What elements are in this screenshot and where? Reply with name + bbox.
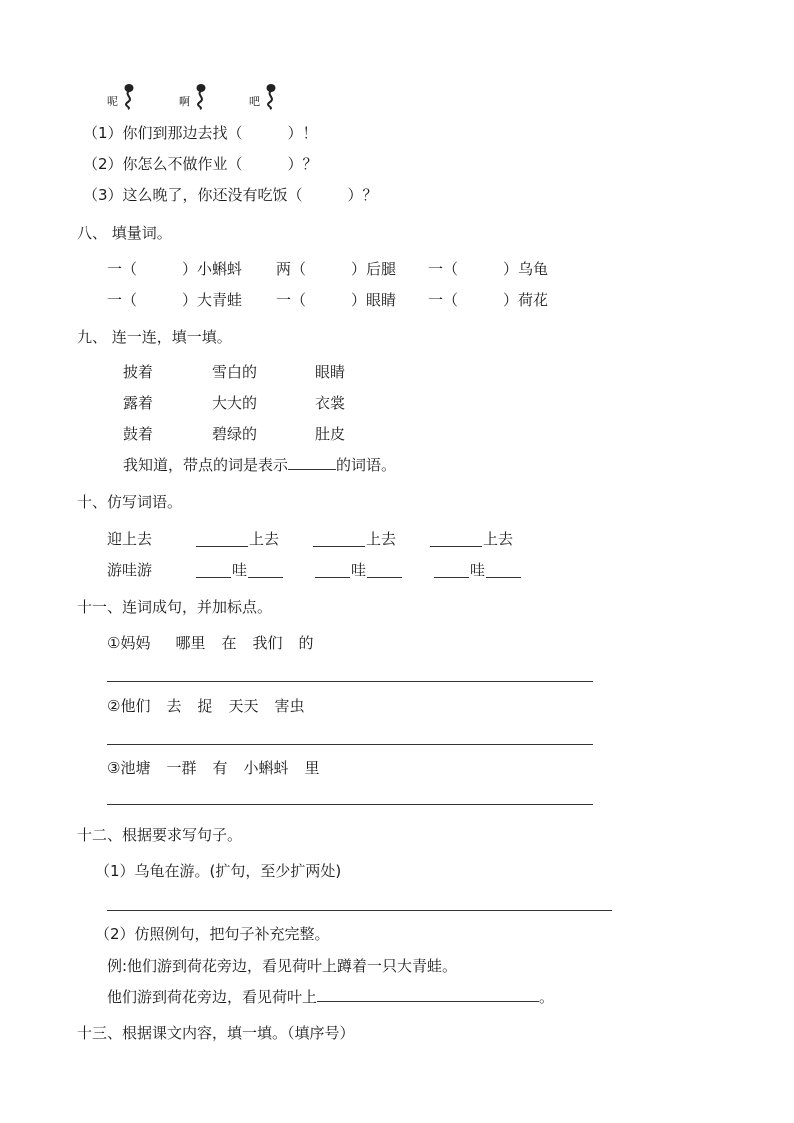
answer-blank[interactable] — [434, 577, 469, 578]
answer-line[interactable] — [107, 910, 612, 911]
q10-suffix: 上去 — [483, 530, 514, 548]
answer-blank[interactable] — [486, 577, 521, 578]
match-right: 衣裳 — [315, 394, 346, 412]
q13-title: 十三、根据课文内容，填一填。（填序号） — [77, 1024, 355, 1042]
q12-sub1: （1）乌龟在游。(扩句，至少扩两处) — [95, 862, 342, 880]
answer-blank[interactable] — [196, 546, 248, 547]
q8-title: 八、 填量词。 — [77, 224, 172, 242]
answer-line[interactable] — [107, 681, 593, 682]
tadpole-icon — [121, 82, 137, 110]
particle-ne: 呢 — [107, 95, 118, 108]
q7-item-1: （1）你们到那边去找（ ）！ — [83, 124, 318, 142]
q12-title: 十二、根据要求写句子。 — [77, 826, 243, 844]
match-left: 露着 — [123, 394, 154, 412]
q12-fill: 他们游到荷花旁边，看见荷叶上 。 — [107, 988, 555, 1006]
q8-blank: 一（ ）乌龟 — [428, 260, 549, 278]
match-middle: 雪白的 — [212, 363, 258, 381]
answer-blank[interactable] — [288, 455, 336, 470]
q8-blank: 一（ ）荷花 — [428, 291, 549, 309]
answer-blank[interactable] — [313, 546, 365, 547]
q12-example: 例:他们游到荷花旁边，看见荷叶上蹲着一只大青蛙。 — [107, 957, 458, 975]
answer-blank[interactable] — [367, 577, 402, 578]
match-middle: 碧绿的 — [212, 425, 258, 443]
q10-middle: 哇 — [470, 561, 486, 579]
particle-a: 啊 — [179, 95, 190, 108]
answer-blank[interactable] — [315, 577, 350, 578]
tadpole-icon — [263, 82, 279, 110]
q7-item-3: （3）这么晚了，你还没有吃饭（ ）？ — [83, 186, 378, 204]
q8-blank: 一（ ）大青蛙 — [107, 291, 243, 309]
match-right: 肚皮 — [315, 425, 346, 443]
q9-title: 九、 连一连，填一填。 — [77, 328, 232, 346]
q9-sentence: 我知道，带点的词是表示 的词语。 — [123, 456, 397, 474]
q10-example-1: 迎上去 — [107, 530, 153, 548]
q8-blank: 两（ ）后腿 — [276, 260, 397, 278]
q11-item-1: ①妈妈 哪里 在 我们 的 — [107, 634, 314, 652]
q11-item-2: ②他们 去 捉 天天 害虫 — [107, 697, 305, 715]
q11-title: 十一、连词成句，并加标点。 — [77, 598, 273, 616]
tadpole-icon — [193, 82, 209, 110]
answer-line[interactable] — [107, 804, 593, 805]
q8-blank: 一（ ）小蝌蚪 — [107, 260, 243, 278]
q10-suffix: 上去 — [249, 530, 280, 548]
particle-ba: 吧 — [249, 95, 260, 108]
q10-suffix: 上去 — [366, 530, 397, 548]
q10-middle: 哇 — [232, 561, 248, 579]
answer-blank[interactable] — [248, 577, 283, 578]
answer-blank[interactable] — [196, 577, 231, 578]
match-left: 披着 — [123, 363, 154, 381]
q10-example-2: 游哇游 — [107, 561, 153, 579]
q10-title: 十、仿写词语。 — [77, 493, 183, 511]
answer-blank[interactable] — [430, 546, 482, 547]
answer-line[interactable] — [107, 744, 593, 745]
answer-blank[interactable] — [317, 987, 539, 1002]
q10-middle: 哇 — [351, 561, 367, 579]
q7-item-2: （2）你怎么不做作业（ ）？ — [83, 155, 318, 173]
q12-sub2: （2）仿照例句，把句子补充完整。 — [95, 925, 330, 943]
match-middle: 大大的 — [212, 394, 258, 412]
q11-item-3: ③池塘 一群 有 小蝌蚪 里 — [107, 759, 320, 777]
q8-blank: 一（ ）眼睛 — [276, 291, 397, 309]
match-left: 鼓着 — [123, 425, 154, 443]
match-right: 眼睛 — [315, 363, 346, 381]
